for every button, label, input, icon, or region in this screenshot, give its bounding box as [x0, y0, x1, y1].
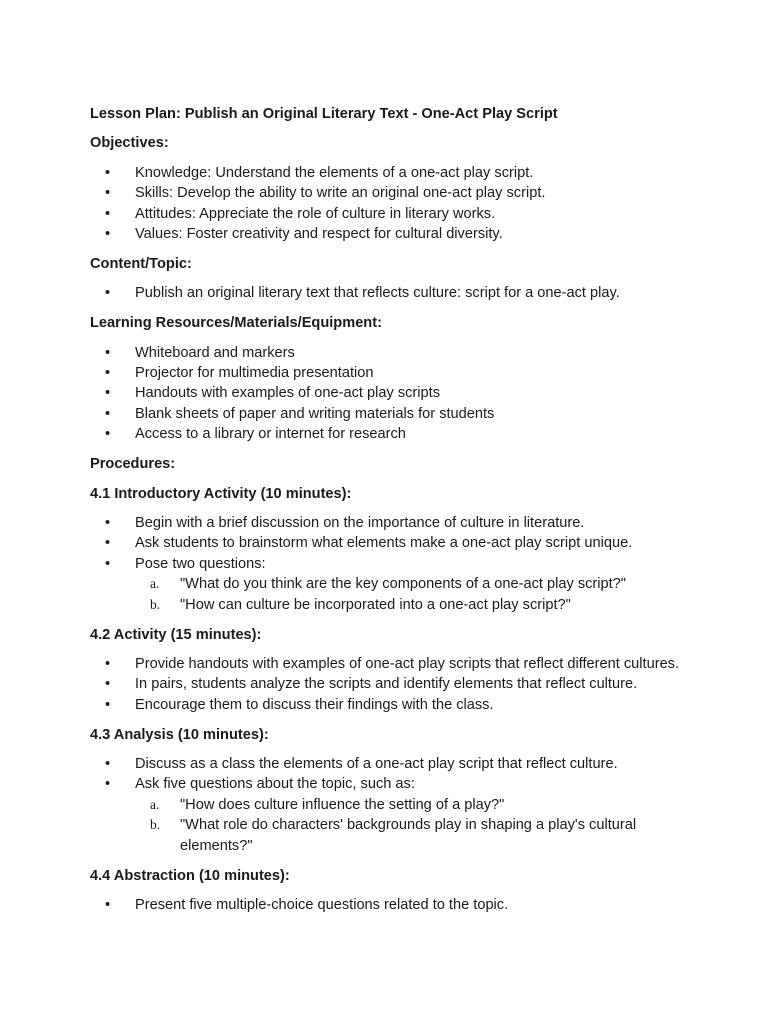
sub-list-item	[135, 815, 690, 856]
list-item: • Present five multiple-choice questions related to the topic.	[90, 895, 690, 915]
list-item: • Attitudes: Appreciate the role of culture in literary works.	[90, 204, 690, 224]
list-item: • Provide handouts with examples of one-act play scripts that reflect different cultures.	[90, 654, 690, 674]
sub-list-item	[135, 595, 690, 615]
document-body	[90, 104, 690, 915]
list-item: • Begin with a brief discussion on the importance of culture in literature.	[90, 513, 690, 533]
abstraction-heading: 4.4 Abstraction (10 minutes):	[90, 867, 290, 884]
content-topic-list	[90, 283, 690, 303]
list-item: • Ask students to brainstorm what elements make a one-act play script unique.	[90, 533, 690, 553]
sub-list-marker: a.	[150, 576, 160, 592]
list-item: • Discuss as a class the elements of a one-act play script that reflect culture.	[90, 754, 690, 774]
sub-list-text: "How does culture influence the setting of a play?"	[180, 796, 505, 813]
list-item	[90, 774, 690, 856]
list-item: • In pairs, students analyze the scripts and identify elements that reflect culture.	[90, 674, 690, 694]
list-item: • Knowledge: Understand the elements of a one-act play script.	[90, 163, 690, 183]
analysis-list	[90, 754, 690, 856]
introductory-questions-list	[135, 574, 690, 615]
list-item: • Blank sheets of paper and writing materials for students	[90, 404, 690, 424]
sub-list-marker: b.	[150, 596, 161, 612]
sub-list-text: "What do you think are the key components of a one-act play script?"	[180, 576, 626, 593]
analysis-questions-list	[135, 795, 690, 856]
list-item: • Whiteboard and markers	[90, 343, 690, 363]
resources-heading: Learning Resources/Materials/Equipment:	[90, 315, 382, 332]
sub-list-marker: b.	[150, 817, 161, 833]
list-item	[90, 554, 690, 615]
introductory-activity-heading: 4.1 Introductory Activity (10 minutes):	[90, 485, 352, 502]
sub-list-text: "What role do characters' backgrounds play in shaping a play's cultural elements?"	[180, 817, 637, 854]
analysis-heading: 4.3 Analysis (10 minutes):	[90, 726, 269, 743]
list-item: • Handouts with examples of one-act play scripts	[90, 383, 690, 403]
list-item: • Skills: Develop the ability to write an original one-act play script.	[90, 183, 690, 203]
sub-list-item	[135, 795, 690, 815]
list-item: • Access to a library or internet for research	[90, 424, 690, 444]
activity-heading: 4.2 Activity (15 minutes):	[90, 626, 262, 643]
sub-list-item	[135, 574, 690, 594]
resources-list	[90, 343, 690, 445]
sub-list-text: "How can culture be incorporated into a one-act play script?"	[180, 596, 571, 613]
content-topic-heading: Content/Topic:	[90, 255, 192, 272]
list-item-text: Pose two questions:	[135, 555, 266, 572]
abstraction-list	[90, 895, 690, 915]
list-item: • Values: Foster creativity and respect for cultural diversity.	[90, 224, 690, 244]
objectives-heading: Objectives:	[90, 135, 169, 152]
sub-list-marker: a.	[150, 796, 160, 812]
list-item-text: Ask five questions about the topic, such as:	[135, 776, 415, 793]
list-item: • Publish an original literary text that reflects culture: script for a one-act play.	[90, 283, 690, 303]
objectives-list	[90, 163, 690, 245]
list-item: • Encourage them to discuss their findings with the class.	[90, 695, 690, 715]
introductory-activity-list	[90, 513, 690, 615]
list-item: • Projector for multimedia presentation	[90, 363, 690, 383]
procedures-heading: Procedures:	[90, 456, 176, 473]
page-title: Lesson Plan: Publish an Original Literary Text - One-Act Play Script	[90, 106, 558, 122]
activity-list	[90, 654, 690, 715]
